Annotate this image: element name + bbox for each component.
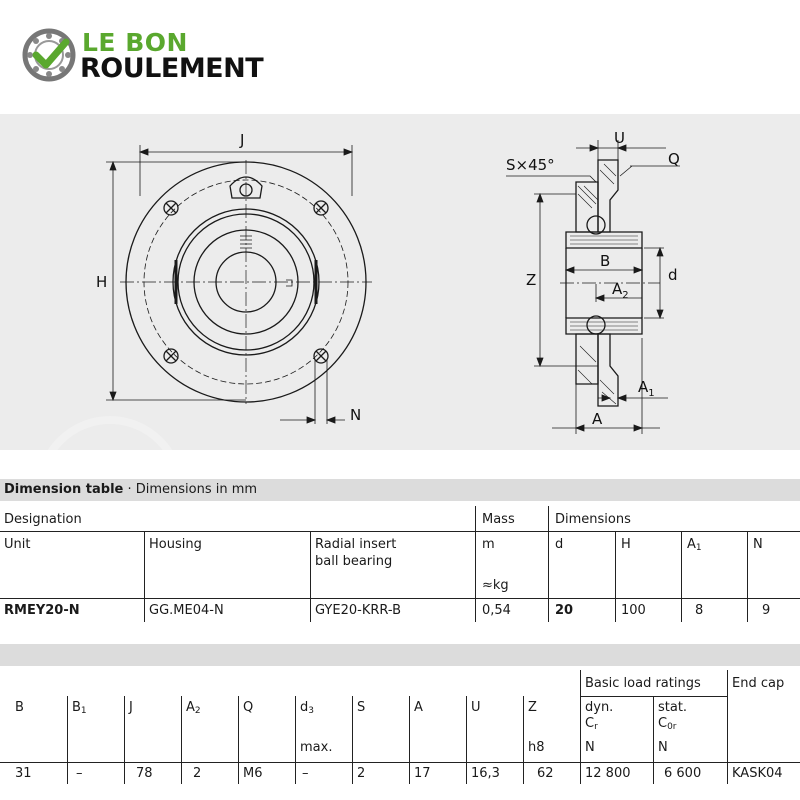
header-d3-max: max. (300, 740, 333, 755)
header-radial-line1: Radial insert (315, 537, 397, 552)
header-B: B (15, 700, 24, 715)
row-H: 100 (621, 603, 646, 618)
header-end-cap: End cap (732, 676, 785, 691)
brand-logo (22, 26, 302, 86)
bearing-drawing-svg (0, 114, 800, 450)
dim-label-N: N (350, 406, 362, 424)
row-A1: 8 (695, 603, 704, 618)
header-Q: Q (243, 700, 254, 715)
row-housing: GG.ME04-N (149, 603, 224, 618)
header-S: S (357, 700, 366, 715)
header-housing: Housing (149, 537, 202, 552)
row2-stat: 6 600 (664, 766, 702, 781)
header-A1: $A_1$ (687, 537, 702, 553)
header-B1: $B_1$ (72, 700, 87, 716)
header-stat: stat. (658, 700, 688, 715)
header-N: N (753, 537, 763, 552)
header-stat-unit: N (658, 740, 668, 755)
row2-S: 2 (357, 766, 366, 781)
row-N: 9 (762, 603, 771, 618)
row2-J: 78 (136, 766, 153, 781)
row2-B1: – (76, 766, 83, 781)
header-basic-load: Basic load ratings (585, 676, 701, 691)
dim-label-Z: Z (526, 271, 537, 289)
header-Z-tolerance: h8 (528, 740, 545, 755)
row2-A2: 2 (193, 766, 202, 781)
header-dyn-unit: N (585, 740, 595, 755)
row-d: 20 (555, 603, 574, 618)
technical-drawing (0, 114, 800, 450)
header-U: U (471, 700, 481, 715)
header-kg: ≈kg (482, 578, 509, 593)
header-J: J (129, 700, 133, 715)
header-designation: Designation (4, 512, 82, 527)
header-d3: $d_3$ (300, 700, 314, 716)
row2-d3: – (302, 766, 309, 781)
header-A: A (414, 700, 423, 715)
row2-dyn: 12 800 (585, 766, 631, 781)
header-dyn: dyn. (585, 700, 614, 715)
header-mass: Mass (482, 512, 515, 527)
header-d: d (555, 537, 564, 552)
header-dimensions: Dimensions (555, 512, 631, 527)
header-A2: $A_2$ (186, 700, 201, 716)
header-radial-line2: ball bearing (315, 554, 393, 569)
header-m: m (482, 537, 495, 552)
section-view (560, 160, 660, 406)
dim-label-S45: S×45° (506, 156, 555, 174)
row2-A: 17 (414, 766, 431, 781)
row2-end-cap: KASK04 (732, 766, 783, 781)
dim-label-Q: Q (668, 150, 680, 168)
dim-label-A: A (592, 410, 603, 428)
dim-label-A1: $A_1$ (638, 378, 655, 399)
row-mass: 0,54 (482, 603, 511, 618)
dimension-table-title: Dimension table · Dimensions in mm (4, 482, 258, 497)
table2-bar (0, 644, 800, 666)
header-Z: Z (528, 700, 537, 715)
dim-label-H: H (96, 273, 108, 291)
bearing-check-icon (22, 28, 76, 82)
dim-label-A2: $A_2$ (612, 280, 629, 301)
row-radial: GYE20-KRR-B (315, 603, 402, 618)
dim-label-B: B (600, 252, 611, 270)
row2-Q: M6 (243, 766, 263, 781)
header-Cr: $C_r$ (585, 716, 598, 732)
row2-Z: 62 (537, 766, 554, 781)
dim-label-J: J (240, 131, 245, 149)
logo-text-bottom: ROULEMENT (80, 53, 264, 84)
row-unit: RMEY20-N (4, 603, 80, 618)
dim-label-U: U (614, 129, 625, 147)
logo-text-top: LE BON (82, 28, 188, 57)
header-unit: Unit (4, 537, 31, 552)
header-H: H (621, 537, 631, 552)
row2-B: 31 (15, 766, 32, 781)
header-C0r: $C_{0r}$ (658, 716, 677, 732)
dim-label-d: d (668, 266, 678, 284)
front-view (120, 160, 372, 404)
row2-U: 16,3 (471, 766, 500, 781)
